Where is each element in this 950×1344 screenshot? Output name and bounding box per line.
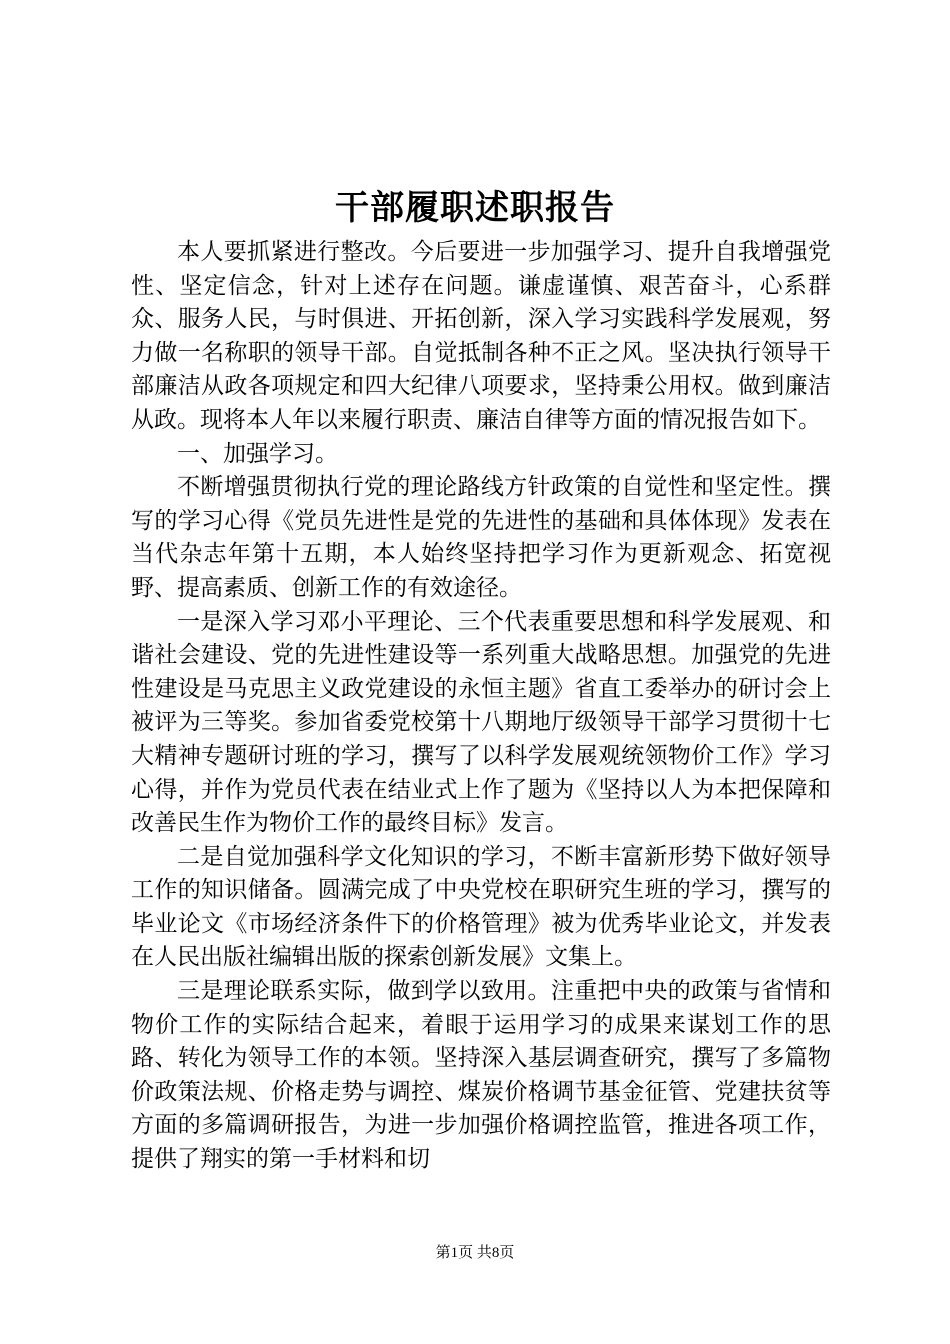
document-body [131, 236, 831, 1177]
document-title: 干部履职述职报告 [335, 188, 615, 228]
paragraph-point-one: 一是深入学习邓小平理论、三个代表重要思想和科学发展观、和谐社会建设、党的先进性建设等一系列重大战略思想。加强党的先进性建设是马克思主义政党建设的永恒主题》省直工委举办的研讨会上被评为三等奖。参加省委党校第十八期地厅级领导干部学习贯彻十七大精神专题研讨班的学习，撰写了以科学发展观统领物价工作》学习心得，并作为党员代表在结业式上作了题为《坚持以人为本把保障和改善民生作为物价工作的最终目标》发言。 [131, 608, 831, 837]
paragraph-point-three: 三是理论联系实际，做到学以致用。注重把中央的政策与省情和物价工作的实际结合起来，着眼于运用学习的成果来谋划工作的思路、转化为领导工作的本领。坚持深入基层调查研究，撰写了多篇物价政策法规、价格走势与调控、煤炭价格调节基金征管、党建扶贫等方面的多篇调研报告，为进一步加强价格调控监管，推进各项工作，提供了翔实的第一手材料和切 [131, 978, 831, 1173]
paragraph-study-summary: 不断增强贯彻执行党的理论路线方针政策的自觉性和坚定性。撰写的学习心得《党员先进性是党的先进性的基础和具体体现》发表在当代杂志年第十五期，本人始终坚持把学习作为更新观念、拓宽视野、提高素质、创新工作的有效途径。 [131, 474, 831, 601]
paragraph-intro: 本人要抓紧进行整改。今后要进一步加强学习、提升自我增强党性、坚定信念，针对上述存在问题。谦虚谨慎、艰苦奋斗，心系群众、服务人民，与时俱进、开拓创新，深入学习实践科学发展观，努力做一名称职的领导干部。自觉抵制各种不正之风。坚决执行领导干部廉洁从政各项规定和四大纪律八项要求，坚持秉公用权。做到廉洁从政。现将本人年以来履行职责、廉洁自律等方面的情况报告如下。 [131, 239, 831, 433]
paragraph-point-two: 二是自觉加强科学文化知识的学习，不断丰富新形势下做好领导工作的知识储备。圆满完成了中央党校在职研究生班的学习，撰写的毕业论文《市场经济条件下的价格管理》被为优秀毕业论文，并发表在人民出版社编辑出版的探索创新发展》文集上。 [131, 843, 831, 971]
section-heading: 一、加强学习。 [177, 440, 338, 467]
page-number-footer: 第1页 共8页 [435, 1245, 515, 1261]
